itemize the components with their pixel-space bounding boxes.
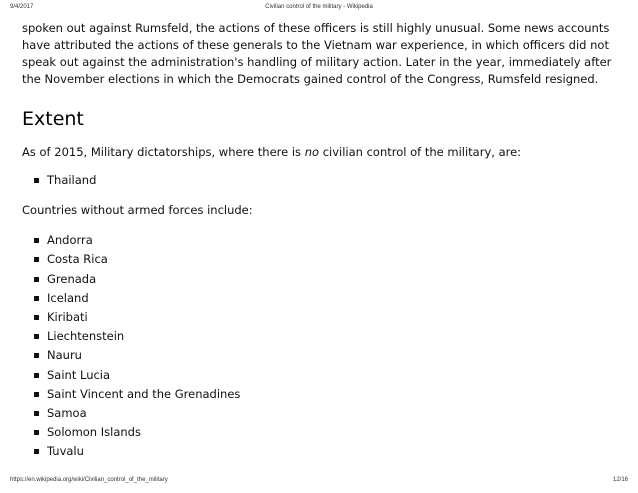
print-date: 9/4/2017 [10,4,34,10]
list-item: Saint Vincent and the Grenadines [34,385,616,404]
list-item: Saint Lucia [34,366,616,385]
list-item: Nauru [34,346,616,365]
article-paragraph: spoken out against Rumsfeld, the actions of these officers is still highly unusual. Some news accounts have attributed the actions of these generals to the Vietnam war experience, in which officers did not speak out against the administration's handling of military action. Later in the year, immediately after the November elections in which the Democrats gained control of the Congress, Rumsfeld resigned. [22,21,612,86]
list-item: Grenada [34,270,616,289]
list-item: Liechtenstein [34,327,616,346]
print-page-number: 12/16 [612,477,628,483]
article-content [22,20,616,462]
list-item: Iceland [34,289,616,308]
intro-emphasis: no [304,145,320,159]
print-footer [10,477,628,487]
list-item: Tuvalu [34,442,616,461]
list-item: Thailand [34,171,616,190]
intro-text-after: civilian control of the military, are: [319,145,522,159]
list-item: Andorra [34,231,616,250]
list-item: Solomon Islands [34,423,616,442]
dictatorships-intro [22,144,616,161]
list-item: Samoa [34,404,616,423]
section-heading-extent: Extent [22,108,84,130]
print-url: https://en.wikipedia.org/wiki/Civilian_control_of_the_military [10,477,168,483]
print-page-title: Civilian control of the military - Wikipedia [265,4,373,10]
no-forces-list [22,231,616,461]
intro-text-before: As of 2015, Military dictatorships, where there is [22,145,305,159]
list-item: Costa Rica [34,250,616,269]
dictatorships-list [22,171,616,190]
list-item: Kiribati [34,308,616,327]
no-forces-intro: Countries without armed forces include: [22,203,253,218]
print-header [10,4,628,16]
